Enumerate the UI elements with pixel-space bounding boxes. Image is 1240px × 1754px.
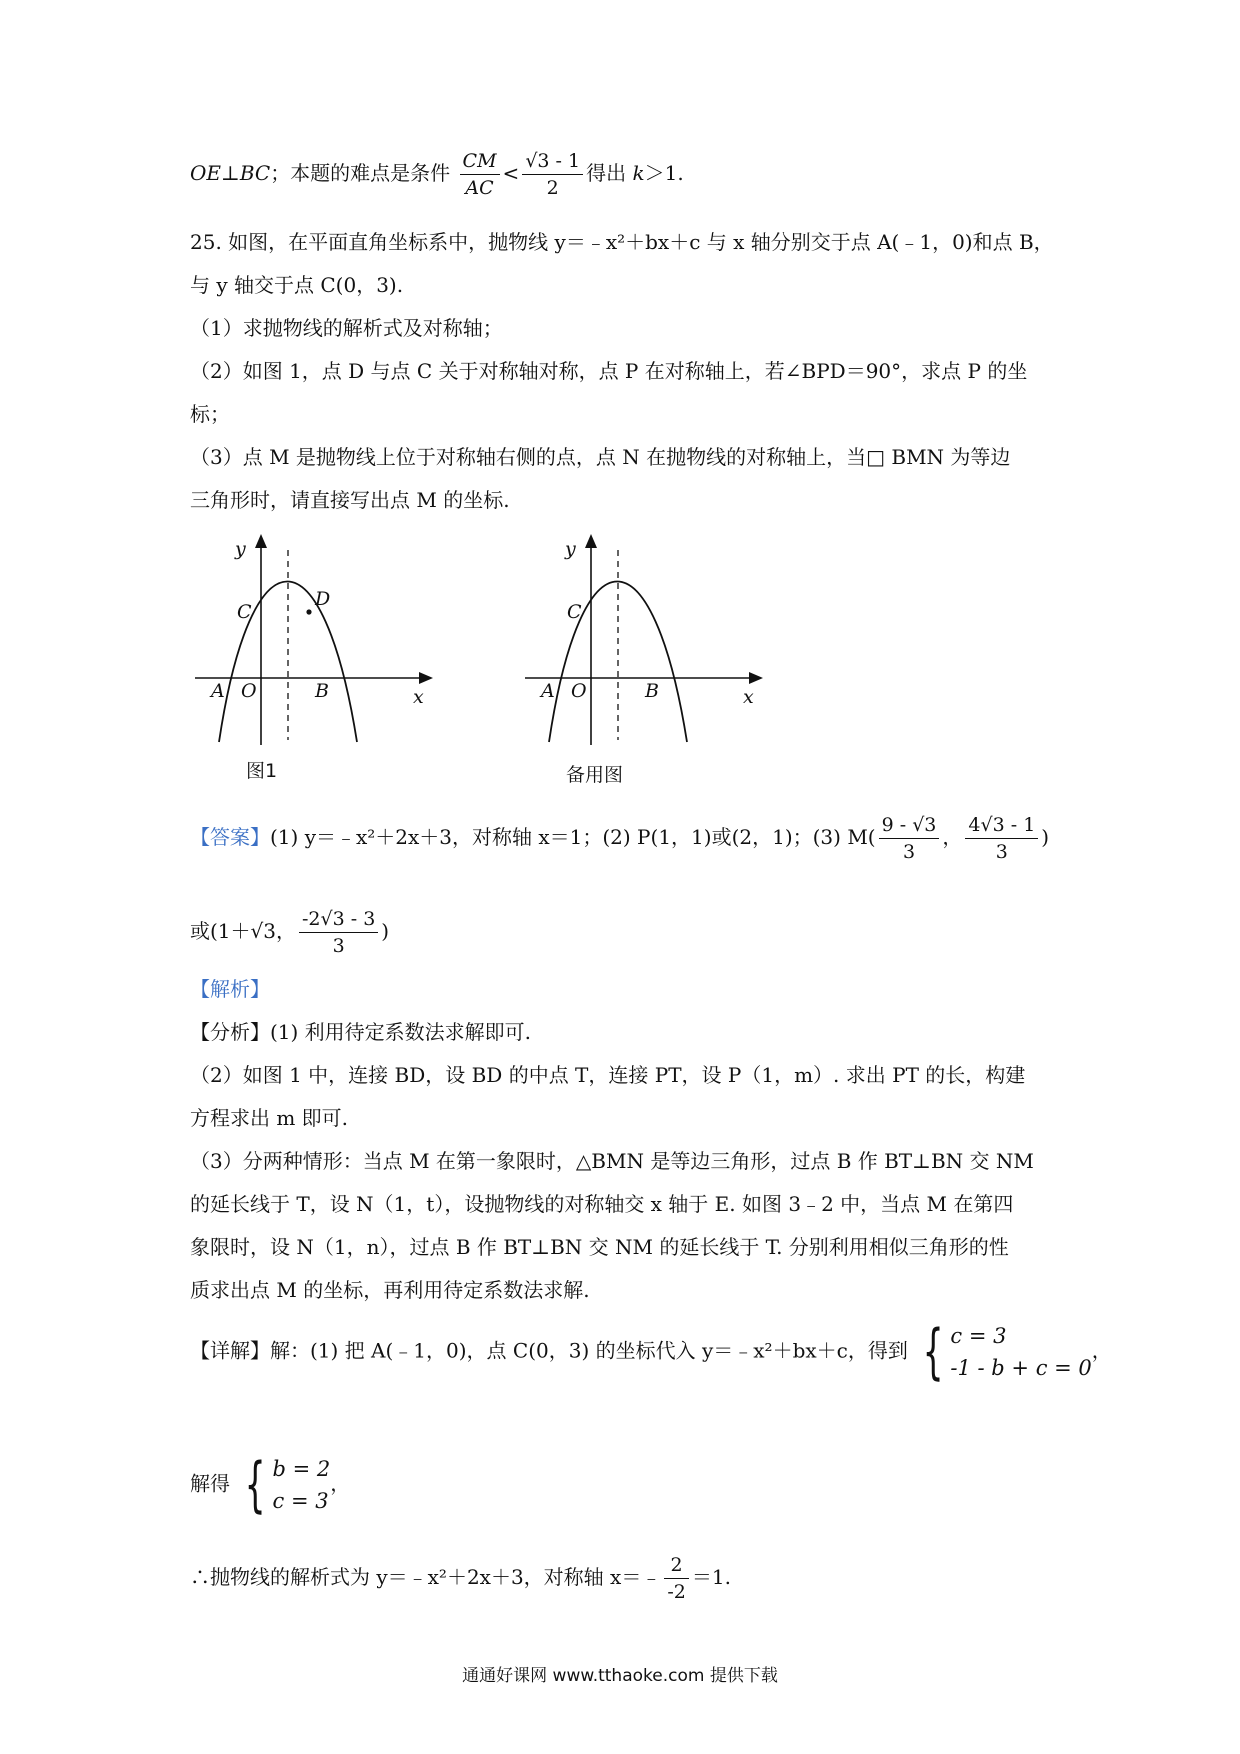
problem-line-2: 与 y 轴交于点 C(0，3).	[190, 273, 404, 297]
fraction-cm-ac: $\frac{CM}{AC}$	[460, 148, 500, 201]
analysis-line-2: （2）如图 1 中，连接 BD，设 BD 的中点 T，连接 PT，设 P（1，m）. 求出 PT 的长，构建	[190, 1063, 1026, 1087]
label-x: x	[743, 686, 754, 708]
answer-fraction-3: $\frac{-2√3 - 3}{3}$	[299, 906, 378, 959]
label-c: C	[237, 601, 252, 623]
fraction-root3: $\frac{√3 - 1}{2}$	[522, 148, 583, 201]
detail-line-1: 【详解】解：(1) 把 A(﹣1，0)，点 C(0，3) 的坐标代入 y＝﹣x²＋bx＋c，得到 { c = 3 -1 - b + c = 0 ，	[190, 1317, 1112, 1387]
brace-symbol: {	[922, 1317, 944, 1387]
note-text: ；本题的难点是条件	[270, 161, 451, 185]
answer-line-1: 【答案】(1) y＝﹣x²＋2x＋3，对称轴 x＝1；(2) P(1，1)或(2，1)；(3) M( $\frac{9 - √3}{3}$ ， $\frac{4√3 - 1}{3}$ )	[190, 814, 1050, 863]
label-y: y	[565, 538, 576, 560]
label-a: A	[541, 680, 555, 702]
answer-tag: 【答案】	[190, 825, 270, 849]
analysis-line-4: （3）分两种情形：当点 M 在第一象限时，△BMN 是等边三角形，过点 B 作 BT⊥BN 交 NM	[190, 1149, 1034, 1173]
x-axis-arrow	[419, 672, 433, 684]
answer-fraction-1: $\frac{9 - √3}{3}$	[879, 812, 940, 865]
figure-1-caption: 图1	[246, 760, 278, 782]
y-axis-arrow	[255, 534, 267, 548]
answer-fraction-2: $\frac{4√3 - 1}{3}$	[965, 812, 1038, 865]
label-c: C	[567, 601, 582, 623]
question-2b: 标；	[190, 402, 230, 426]
equation-system-1: { c = 3 -1 - b + c = 0	[922, 1317, 1092, 1387]
analysis-line-1: 【分析】(1) 利用待定系数法求解即可.	[190, 1020, 532, 1044]
analysis-tag: 【解析】	[190, 977, 270, 1001]
label-y: y	[235, 538, 246, 560]
question-2a: （2）如图 1，点 D 与点 C 关于对称轴对称，点 P 在对称轴上，若∠BPD＝90°，求点 P 的坐	[190, 359, 1028, 383]
x-axis-arrow	[749, 672, 763, 684]
label-b: B	[315, 680, 329, 702]
label-o: O	[241, 680, 257, 702]
brace-symbol: {	[244, 1450, 266, 1520]
detail-line-3: ∴抛物线的解析式为 y＝﹣x²＋2x＋3，对称轴 x＝﹣ $\frac{2}{-2}$ ＝1.	[190, 1554, 731, 1603]
analysis-line-7: 质求出点 M 的坐标，再利用待定系数法求解.	[190, 1278, 590, 1302]
figure-2-caption: 备用图	[566, 764, 624, 786]
figure-1	[185, 530, 445, 750]
label-d: D	[315, 588, 331, 610]
footer-credit: 通通好课网 www.tthaoke.com 提供下载	[462, 1666, 778, 1686]
label-b: B	[645, 680, 659, 702]
problem-line-1: 25. 如图，在平面直角坐标系中，抛物线 y＝﹣x²＋bx＋c 与 x 轴分别交于点 A(﹣1，0)和点 B，	[190, 230, 1054, 254]
label-o: O	[571, 680, 587, 702]
equation-system-2: { b = 2 c = 3	[244, 1450, 331, 1520]
point-d	[306, 609, 311, 614]
detail-fraction: $\frac{2}{-2}$	[664, 1552, 689, 1605]
figure-2	[515, 530, 775, 750]
question-1: （1）求抛物线的解析式及对称轴；	[190, 316, 503, 340]
segment-oe: OE	[190, 161, 221, 185]
top-note: OE⊥BC；本题的难点是条件 $\frac{CM}{AC}$ < $\frac{√3 - 1}{2}$ 得出 k＞1.	[190, 150, 684, 199]
analysis-line-3: 方程求出 m 即可.	[190, 1106, 349, 1130]
question-3b: 三角形时，请直接写出点 M 的坐标.	[190, 488, 510, 512]
detail-line-2: 解得 { b = 2 c = 3 ，	[190, 1450, 351, 1520]
label-x: x	[413, 686, 424, 708]
analysis-line-6: 象限时，设 N（1，n），过点 B 作 BT⊥BN 交 NM 的延长线于 T. 分别利用相似三角形的性	[190, 1235, 1009, 1259]
question-3a: （3）点 M 是抛物线上位于对称轴右侧的点，点 N 在抛物线的对称轴上，当□ BMN 为等边	[190, 445, 1011, 469]
y-axis-arrow	[585, 534, 597, 548]
analysis-line-5: 的延长线于 T，设 N（1，t），设抛物线的对称轴交 x 轴于 E. 如图 3﹣2 中，当点 M 在第四	[190, 1192, 1014, 1216]
perp-symbol: ⊥	[221, 161, 240, 185]
segment-bc: BC	[239, 161, 271, 185]
answer-line-2: 或(1＋√3， $\frac{-2√3 - 3}{3}$ )	[190, 908, 390, 957]
less-than: <	[502, 161, 520, 185]
label-a: A	[211, 680, 225, 702]
